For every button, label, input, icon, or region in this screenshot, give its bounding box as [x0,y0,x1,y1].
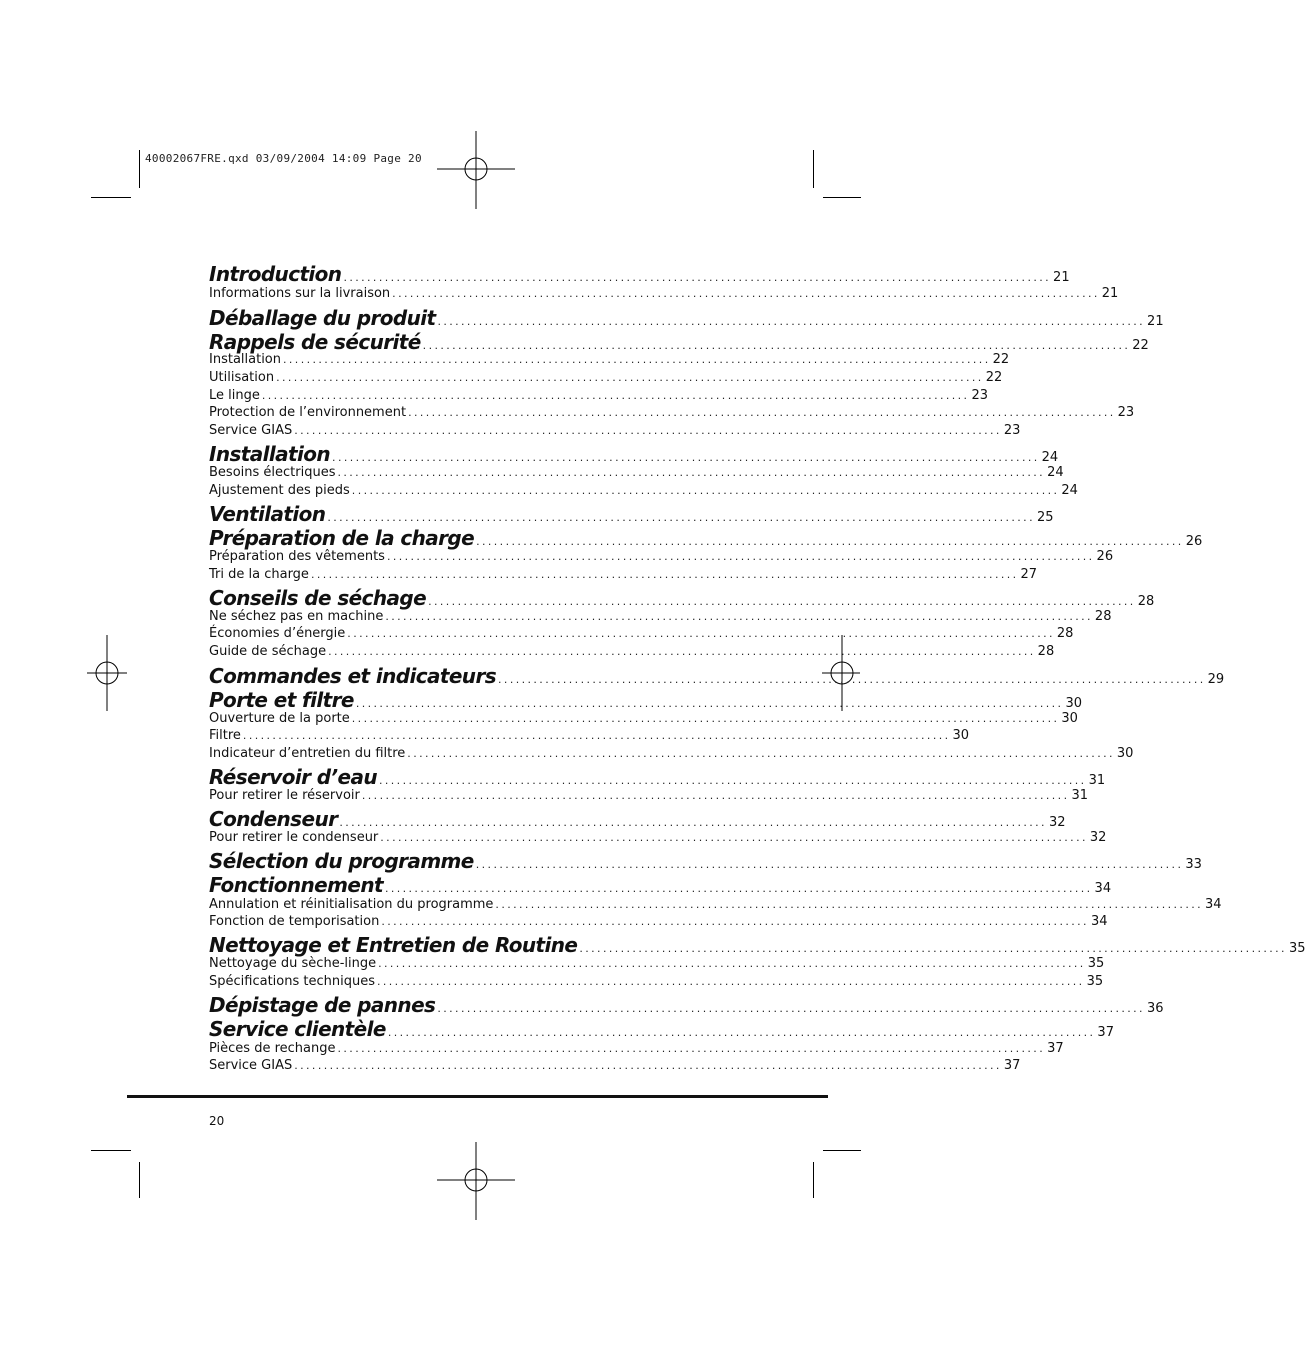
toc-entry-page: 24 [1061,483,1078,498]
toc-entry-page: 22 [992,352,1010,367]
toc-subsection-entry[interactable] [209,609,1112,624]
toc-entry-title: Sélection du programme [209,849,474,873]
toc-section-entry[interactable] [209,526,1203,550]
toc-entry-title: Commandes et indicateurs [209,664,497,688]
toc-entry-title: Préparation de la charge [209,526,475,550]
toc-subsection-entry[interactable] [209,465,1064,480]
toc-entry-page: 29 [1207,672,1225,687]
toc-entry-title: Préparation des vêtements [209,549,385,564]
dot-leader: ........................................................................................................................ [385,610,1093,623]
toc-entry-title: Spécifications techniques [209,974,375,989]
toc-entry-page: 23 [1117,405,1135,420]
toc-section-entry[interactable] [209,933,1306,957]
toc-entry-page: 33 [1185,857,1202,872]
toc-entry-page: 30 [952,728,970,743]
toc-entry-page: 21 [1147,314,1164,329]
dot-leader: ........................................................................................................................ [283,353,991,366]
toc-entry-title: Installation [209,352,282,367]
toc-entry-title: Fonctionnement [209,873,383,897]
dot-leader: ........................................................................................................................ [428,595,1136,608]
toc-section-entry[interactable] [209,664,1225,688]
dot-leader: ........................................................................................................................ [475,858,1184,871]
toc-entry-page: 28 [1094,609,1112,624]
dot-leader: ........................................................................................................................ [498,673,1206,686]
toc-entry-title: Introduction [209,262,342,286]
dot-leader: ........................................................................................................................ [276,371,984,384]
toc-entry-title: Informations sur la livraison [209,286,391,301]
toc-section-entry[interactable] [209,442,1059,466]
toc-entry-page: 21 [1101,286,1119,301]
toc-entry-page: 35 [1086,974,1104,989]
toc-section-entry[interactable] [209,586,1155,610]
toc-entry-page: 25 [1036,510,1054,525]
toc-entry-title: Service GIAS [209,423,293,438]
toc-subsection-entry[interactable] [209,711,1078,726]
toc-entry-page: 30 [1116,746,1134,761]
toc-entry-title: Guide de séchage [209,644,327,659]
toc-section-entry[interactable] [209,262,1070,286]
toc-entry-page: 31 [1071,788,1089,803]
toc-subsection-entry[interactable] [209,626,1074,641]
toc-entry-page: 28 [1137,594,1155,609]
dot-leader: ........................................................................................................................ [328,645,1036,658]
dot-leader: ........................................................................................................................ [361,789,1070,802]
toc-entry-title: Économies d’énergie [209,626,346,641]
toc-entry-page: 34 [1094,881,1112,896]
crop-mark [823,1150,861,1151]
toc-entry-page: 21 [1053,270,1070,285]
toc-subsection-entry[interactable] [209,830,1107,845]
toc-entry-title: Pour retirer le condenseur [209,830,379,845]
toc-entry-page: 34 [1205,897,1222,912]
toc-entry-title: Service clientèle [209,1017,386,1041]
toc-entry-page: 24 [1041,450,1059,465]
toc-entry-title: Pour retirer le réservoir [209,788,360,803]
toc-subsection-entry[interactable] [209,352,1010,367]
page-number: 20 [209,1114,225,1128]
toc-subsection-entry[interactable] [209,423,1021,438]
toc-section-entry[interactable] [209,807,1066,831]
toc-entry-page: 35 [1087,956,1105,971]
toc-subsection-entry[interactable] [209,405,1135,420]
dot-leader: ........................................................................................................................ [378,774,1087,787]
print-slug: 40002067FRE.qxd 03/09/2004 14:09 Page 20 [145,152,422,165]
toc-subsection-entry[interactable] [209,974,1104,989]
toc-entry-page: 30 [1061,711,1078,726]
toc-section-entry[interactable] [209,688,1082,712]
toc-entry-title: Tri de la charge [209,567,309,582]
dot-leader: ........................................................................................................................ [392,287,1100,300]
dot-leader: ........................................................................................................................ [579,942,1287,955]
toc-entry-title: Pièces de rechange [209,1041,336,1056]
dot-leader: ........................................................................................................................ [495,898,1204,911]
toc-entry-title: Installation [209,442,331,466]
toc-entry-page: 36 [1146,1001,1164,1016]
dot-leader: ........................................................................................................................ [327,511,1035,524]
toc-entry-page: 22 [985,370,1003,385]
toc-entry-page: 28 [1037,644,1055,659]
toc-subsection-entry[interactable] [209,644,1055,659]
toc-subsection-entry[interactable] [209,370,1003,385]
dot-leader: ........................................................................................................................ [376,975,1085,988]
dot-leader: ........................................................................................................................ [242,729,951,742]
toc-subsection-entry[interactable] [209,1041,1064,1056]
toc-subsection-entry[interactable] [209,388,988,403]
registration-mark-icon [87,635,167,715]
toc-entry-page: 30 [1065,696,1082,711]
toc-entry-title: Nettoyage et Entretien de Routine [209,933,578,957]
toc-entry-title: Besoins électriques [209,465,336,480]
dot-leader: ........................................................................................................................ [339,816,1047,829]
crop-mark [139,150,140,188]
toc-entry-page: 27 [1020,567,1038,582]
dot-leader: ........................................................................................................................ [337,1042,1046,1055]
toc-entry-title: Filtre [209,728,241,743]
toc-entry-page: 24 [1047,465,1064,480]
toc-section-entry[interactable] [209,765,1106,789]
dot-leader: ........................................................................................................................ [337,466,1046,479]
toc-entry-title: Ouverture de la porte [209,711,350,726]
toc-entry-title: Fonction de temporisation [209,914,380,929]
toc-subsection-entry[interactable] [209,788,1089,803]
toc-entry-page: 31 [1088,773,1106,788]
toc-entry-page: 23 [971,388,988,403]
dot-leader: ........................................................................................................................ [437,1002,1145,1015]
toc-entry-title: Protection de l’environnement [209,405,407,420]
toc-entry-page: 37 [1003,1058,1021,1073]
toc-entry-title: Réservoir d’eau [209,765,377,789]
toc-section-entry[interactable] [209,1017,1114,1041]
toc-entry-title: Déballage du produit [209,306,436,330]
toc-subsection-entry[interactable] [209,286,1119,301]
toc-entry-title: Indicateur d’entretien du filtre [209,746,406,761]
toc-entry-page: 37 [1047,1041,1064,1056]
dot-leader: ........................................................................................................................ [378,957,1086,970]
toc-subsection-entry[interactable] [209,956,1105,971]
dot-leader: ........................................................................................................................ [380,831,1088,844]
dot-leader: ........................................................................................................................ [437,315,1146,328]
toc-entry-page: 37 [1097,1025,1114,1040]
toc-subsection-entry[interactable] [209,1058,1021,1073]
crop-mark [139,1162,140,1198]
toc-subsection-entry[interactable] [209,483,1078,498]
toc-subsection-entry[interactable] [209,728,970,743]
toc-entry-title: Utilisation [209,370,275,385]
dot-leader: ........................................................................................................................ [351,484,1060,497]
registration-mark-icon [437,1142,517,1222]
toc-section-entry[interactable] [209,306,1164,330]
dot-leader: ........................................................................................................................ [343,271,1052,284]
crop-mark [823,197,861,198]
toc-entry-page: 26 [1185,534,1203,549]
toc-section-entry[interactable] [209,849,1202,873]
toc-entry-title: Le linge [209,388,260,403]
toc-entry-title: Porte et filtre [209,688,354,712]
dot-leader: ........................................................................................................................ [407,747,1115,760]
toc-entry-title: Ajustement des pieds [209,483,350,498]
dot-leader: ........................................................................................................................ [381,915,1089,928]
toc-entry-title: Condenseur [209,807,338,831]
toc-entry-title: Nettoyage du sèche-linge [209,956,377,971]
toc-subsection-entry[interactable] [209,567,1038,582]
crop-mark [91,197,131,198]
toc-subsection-entry[interactable] [209,746,1134,761]
toc-entry-title: Service GIAS [209,1058,293,1073]
toc-entry-page: 28 [1056,626,1074,641]
dot-leader: ........................................................................................................................ [355,697,1064,710]
toc-entry-page: 32 [1048,815,1066,830]
toc-entry-title: Ventilation [209,502,326,526]
dot-leader: ........................................................................................................................ [386,550,1095,563]
crop-mark [813,150,814,188]
dot-leader: ........................................................................................................................ [294,1059,1002,1072]
dot-leader: ........................................................................................................................ [384,882,1093,895]
dot-leader: ........................................................................................................................ [261,389,970,402]
toc-section-entry[interactable] [209,330,1149,354]
dot-leader: ........................................................................................................................ [422,339,1131,352]
dot-leader: ........................................................................................................................ [476,535,1184,548]
toc-entry-page: 23 [1003,423,1021,438]
toc-entry-title: Conseils de séchage [209,586,427,610]
toc-entry-title: Ne séchez pas en machine [209,609,384,624]
dot-leader: ........................................................................................................................ [347,627,1055,640]
toc-entry-page: 34 [1090,914,1108,929]
toc-subsection-entry[interactable] [209,914,1108,929]
toc-entry-page: 22 [1132,338,1149,353]
dot-leader: ........................................................................................................................ [332,451,1040,464]
registration-mark-icon [437,131,517,211]
crop-mark [91,1150,131,1151]
toc-entry-title: Annulation et réinitialisation du programme [209,897,494,912]
dot-leader: ........................................................................................................................ [294,424,1002,437]
dot-leader: ........................................................................................................................ [408,406,1116,419]
toc-entry-page: 32 [1089,830,1107,845]
crop-mark [813,1162,814,1198]
toc-subsection-entry[interactable] [209,549,1114,564]
toc-entry-page: 35 [1288,941,1306,956]
toc-subsection-entry[interactable] [209,897,1222,912]
toc-entry-page: 26 [1096,549,1114,564]
dot-leader: ........................................................................................................................ [387,1026,1096,1039]
toc-section-entry[interactable] [209,993,1164,1017]
dot-leader: ........................................................................................................................ [310,568,1019,581]
footer-rule [127,1095,828,1098]
toc-section-entry[interactable] [209,873,1112,897]
toc-section-entry[interactable] [209,502,1054,526]
toc-entry-title: Dépistage de pannes [209,993,436,1017]
dot-leader: ........................................................................................................................ [351,712,1060,725]
toc-entry-title: Rappels de sécurité [209,330,421,354]
